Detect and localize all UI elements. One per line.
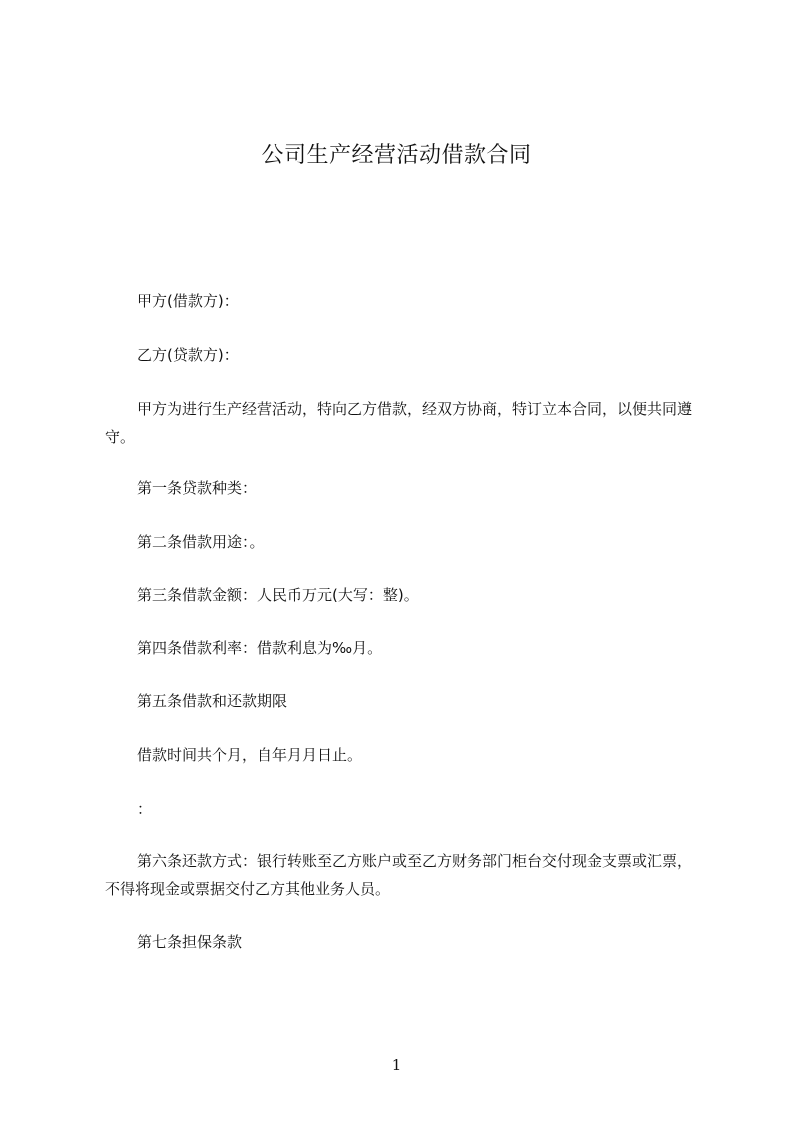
article-5-loan-term-heading: 第五条借款和还款期限 — [137, 692, 288, 710]
article-4-interest-rate: 第四条借款利率：借款利息为‰月。 — [137, 639, 383, 657]
document-title: 公司生产经营活动借款合同 — [261, 143, 532, 168]
page-number: 1 — [391, 1056, 402, 1074]
party-b-line: 乙方(贷款方)： — [137, 346, 239, 364]
article-7-guarantee-heading: 第七条担保条款 — [137, 933, 243, 951]
party-a-line: 甲方(借款方)： — [137, 292, 239, 310]
article-3-loan-amount: 第三条借款金额：人民币万元(大写：整)。 — [137, 586, 419, 604]
preamble-paragraph: 甲方为进行生产经营活动，特向乙方借款，经双方协商，特订立本合同，以便共同遵守。 — [105, 400, 693, 446]
colon-line: ： — [137, 800, 153, 818]
article-1-loan-type: 第一条贷款种类： — [137, 479, 258, 497]
article-6-repayment-method: 第六条还款方式：银行转账至乙方账户或至乙方财务部门柜台交付现金支票或汇票，不得将现金或票据交付乙方其他业务人员。 — [105, 852, 693, 898]
loan-term-detail: 借款时间共个月，自年月月日止。 — [137, 746, 363, 764]
article-2-loan-purpose: 第二条借款用途：。 — [137, 533, 265, 551]
